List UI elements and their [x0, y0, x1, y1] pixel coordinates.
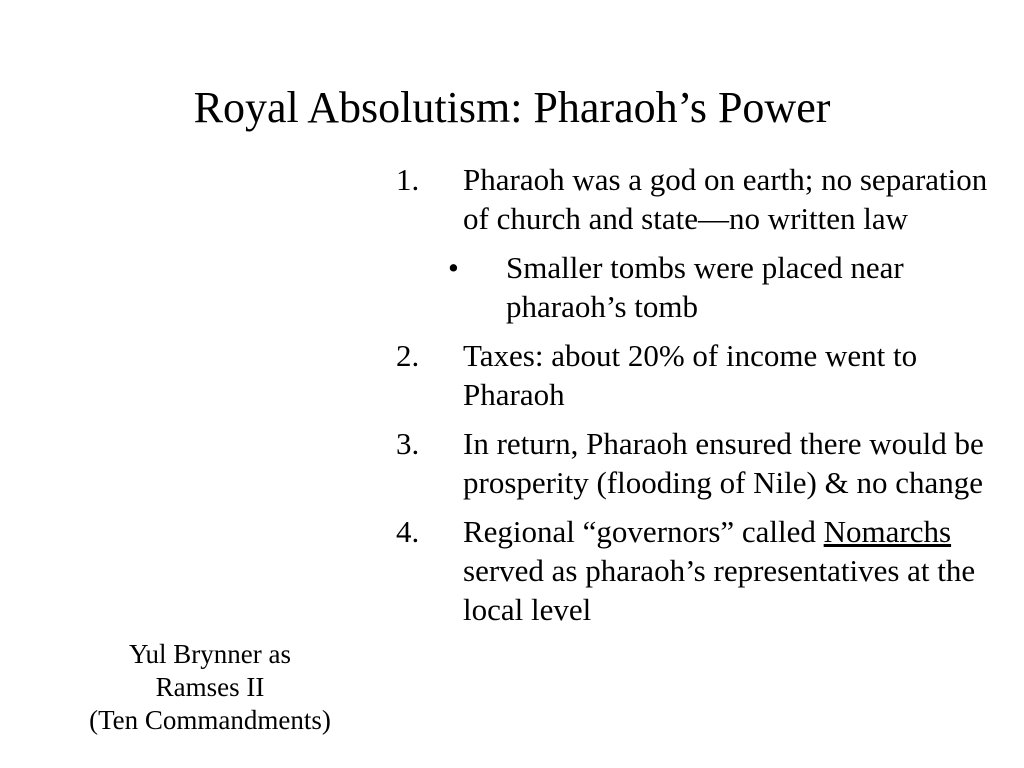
list-item-text: Taxes: about 20% of income went to Pharaoh [463, 338, 918, 412]
list-item-text: In return, Pharaoh ensured there would be prosperity (flooding of Nile) & no change [463, 426, 984, 500]
list-item-4 [394, 512, 1004, 629]
list-number: 1. [396, 162, 420, 197]
list-item-3 [394, 424, 1004, 502]
list-number: 4. [396, 514, 420, 549]
caption-line-1: Yul Brynner as [129, 639, 291, 669]
sub-bullet-item [394, 248, 1004, 326]
list-item-2 [394, 336, 1004, 414]
text-after-term: served as pharaoh’s representatives at the local level [463, 553, 976, 627]
caption-line-3: (Ten Commandments) [89, 705, 331, 735]
list-item-text [463, 514, 975, 627]
underlined-term-nomarchs: Nomarchs [823, 514, 952, 549]
list-number: 2. [396, 338, 420, 373]
text-before-term: Regional “governors” called [463, 514, 824, 549]
list-item-1 [394, 160, 1004, 238]
list-number: 3. [396, 426, 420, 461]
bullet-dot: • [448, 250, 459, 285]
slide-title: Royal Absolutism: Pharaoh’s Power [193, 83, 831, 132]
caption-line-2: Ramses II [155, 672, 265, 702]
sub-bullet-text: Smaller tombs were placed near pharaoh’s tomb [506, 250, 904, 324]
image-caption [40, 638, 380, 737]
list-item-text: Pharaoh was a god on earth; no separation of church and state—no written law [463, 162, 988, 236]
bullet-list [394, 160, 1004, 639]
